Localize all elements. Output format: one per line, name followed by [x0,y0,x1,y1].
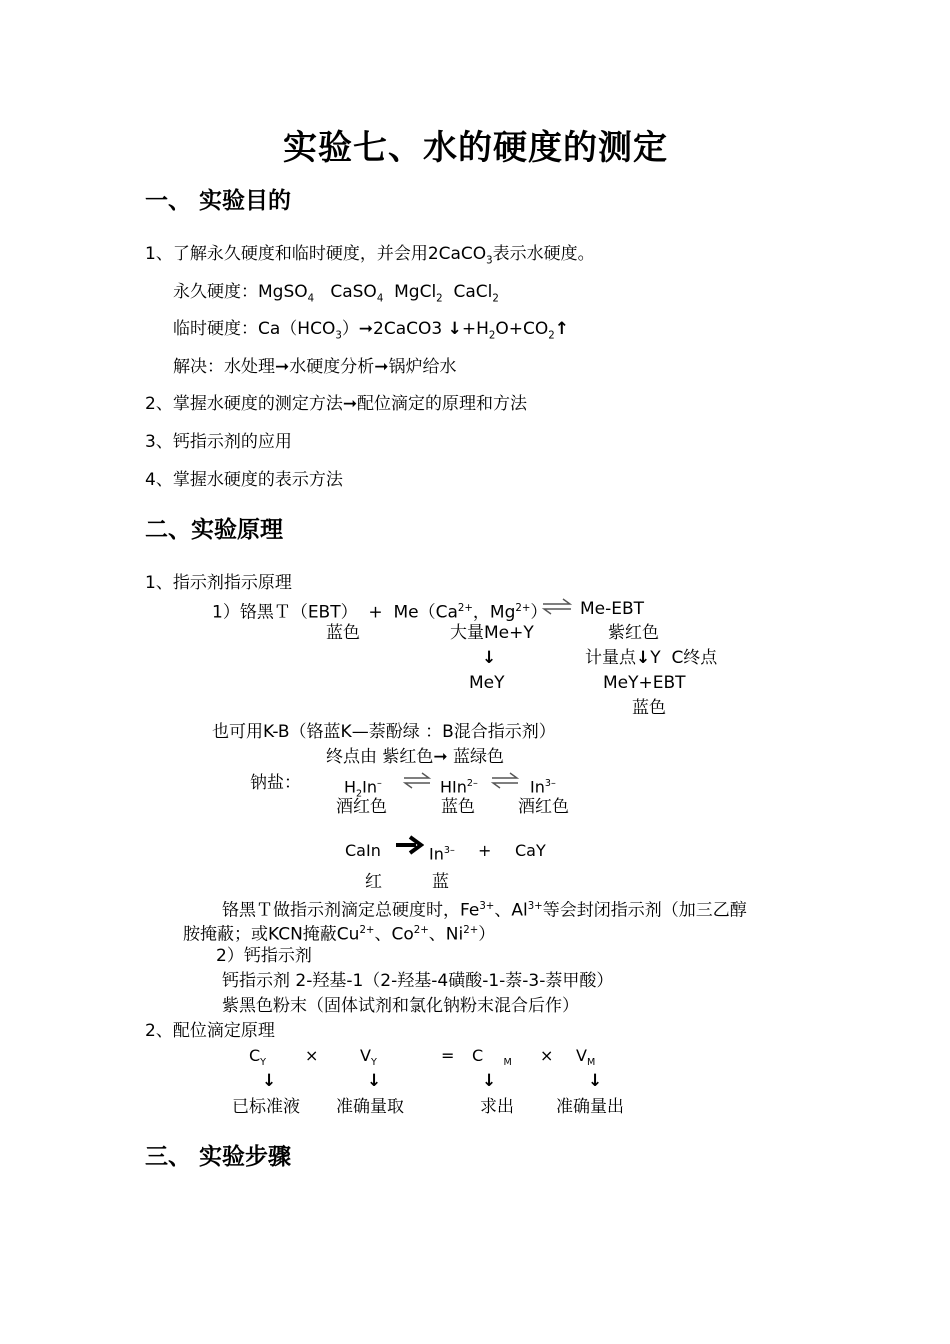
down-arrow-icon: ↓ [262,1071,277,1091]
equilibrium-arrow-icon [490,770,520,790]
reaction-ebt: 1）铬黑Ｔ（EBT） + $Me(Ca^{2+}$，$Mg^{2+}$） [212,602,548,623]
label-accurate-measure: 准确量取 [336,1097,404,1117]
label-accurate-output: 准确量出 [556,1097,624,1117]
vy-term: $V_Y$ [360,1046,377,1069]
cm-term: C $_M$ [472,1046,512,1069]
down-arrow-icon: ↓ [367,1071,382,1091]
in3-species: $In^{3-}$ [530,777,556,797]
in3-product: $In^{3-}$ [429,844,455,864]
plus-sign: + [478,841,492,860]
equilibrium-arrow-icon [402,770,432,790]
color-purple: 紫红色 [608,623,659,643]
principle-1: 1、指示剂指示原理 [145,573,292,593]
permanent-hardness-line: 永久硬度：MgSO$_4$ CaSO$_4$ MgCl$_2$ CaCl$_2$ [173,282,499,305]
cain-species: CaIn [345,841,381,860]
page-title: 实验七、水的硬度的测定 [283,128,668,168]
mey-label: MeY [469,673,505,693]
calc-point: 计量点↓Y C终点 [585,648,718,668]
color-blue-3: 蓝色 [441,797,475,817]
kb-indicator-line: 也可用K-B（铬蓝K—萘酚绿 ：B混合指示剂） [212,722,556,742]
right-arrow-icon: ➞ [433,747,448,767]
objective-4: 4、掌握水硬度的表示方法 [145,470,343,490]
solution-line: 解决：水处理➞水硬度分析➞锅炉给水 [173,357,457,377]
color-red: 红 [365,872,382,892]
vm-term: $V_M$ [576,1046,596,1069]
times-sign-2: × [540,1046,554,1065]
label-standard-solution: 已标准液 [232,1097,300,1117]
equilibrium-arrow-icon [541,596,573,616]
hin-species: HIn$^{2-}$ [440,777,478,797]
calcium-indicator-heading: 2）钙指示剂 [216,946,312,966]
mey-ebt-label: MeY+EBT [603,673,686,693]
cy-term: $C_Y$ [249,1046,267,1069]
objective-1: 1、了解永久硬度和临时硬度，并会用2CaCO$_3$表示水硬度。 [145,244,595,267]
endpoint-line: 终点由 紫红色➞ 蓝绿色 [326,747,505,767]
temporary-hardness-line: 临时硬度：$Ca(HCO_3)➞2CaCO3$ $↓+H_2O+CO_2↑$ [173,319,570,342]
color-wine-1: 酒红色 [336,797,387,817]
cay-product: CaY [515,841,546,860]
down-arrow-icon: ↓ [447,319,462,339]
down-arrow-icon: ↓ [588,1071,603,1091]
me-ebt-label: Me-EBT [580,599,645,619]
sodium-salt-label: 钠盐： [250,773,301,793]
color-blue-2: 蓝色 [632,698,666,718]
right-arrow-icon [394,834,424,856]
color-blue-4: 蓝 [432,872,449,892]
calcium-indicator-form: 紫黑色粉末（固体试剂和氯化钠粉末混合后作） [222,996,579,1016]
up-arrow-icon: ↑ [554,319,570,339]
calcium-indicator-name: 钙指示剂 2-羟基-1（2-羟基-4磺酸-1-萘-3-萘甲酸） [222,971,614,991]
equals-sign: = [441,1046,455,1065]
ebt-note-line-2: 胺掩蔽；或KCN掩蔽$Cu^{2+}$、$Co^{2+}$、$Ni^{2+}$） [183,924,496,945]
down-arrow-icon: ↓ [482,648,497,668]
color-wine-2: 酒红色 [518,797,569,817]
section-heading-3: 三、 实验步骤 [145,1144,292,1170]
section-heading-1: 一、 实验目的 [145,188,292,214]
ebt-note-line-1: 铬黑Ｔ做指示剂滴定总硬度时，$Fe^{3+}$、$Al^{3+}$等会封闭指示剂（加三乙醇 [222,900,747,921]
times-sign-1: × [305,1046,319,1065]
down-arrow-icon: ↓ [482,1071,497,1091]
objective-3: 3、钙指示剂的应用 [145,432,292,452]
down-arrow-icon: ↓ [636,648,651,668]
section-heading-2: 二、实验原理 [145,517,283,543]
large-me-y: 大量Me+Y [450,623,534,643]
principle-2: 2、配位滴定原理 [145,1021,275,1041]
color-blue-1: 蓝色 [326,623,360,643]
h2in-species: $H_2In^-$ [344,777,382,800]
label-find: 求出 [480,1097,514,1117]
objective-2: 2、掌握水硬度的测定方法➞配位滴定的原理和方法 [145,394,528,414]
